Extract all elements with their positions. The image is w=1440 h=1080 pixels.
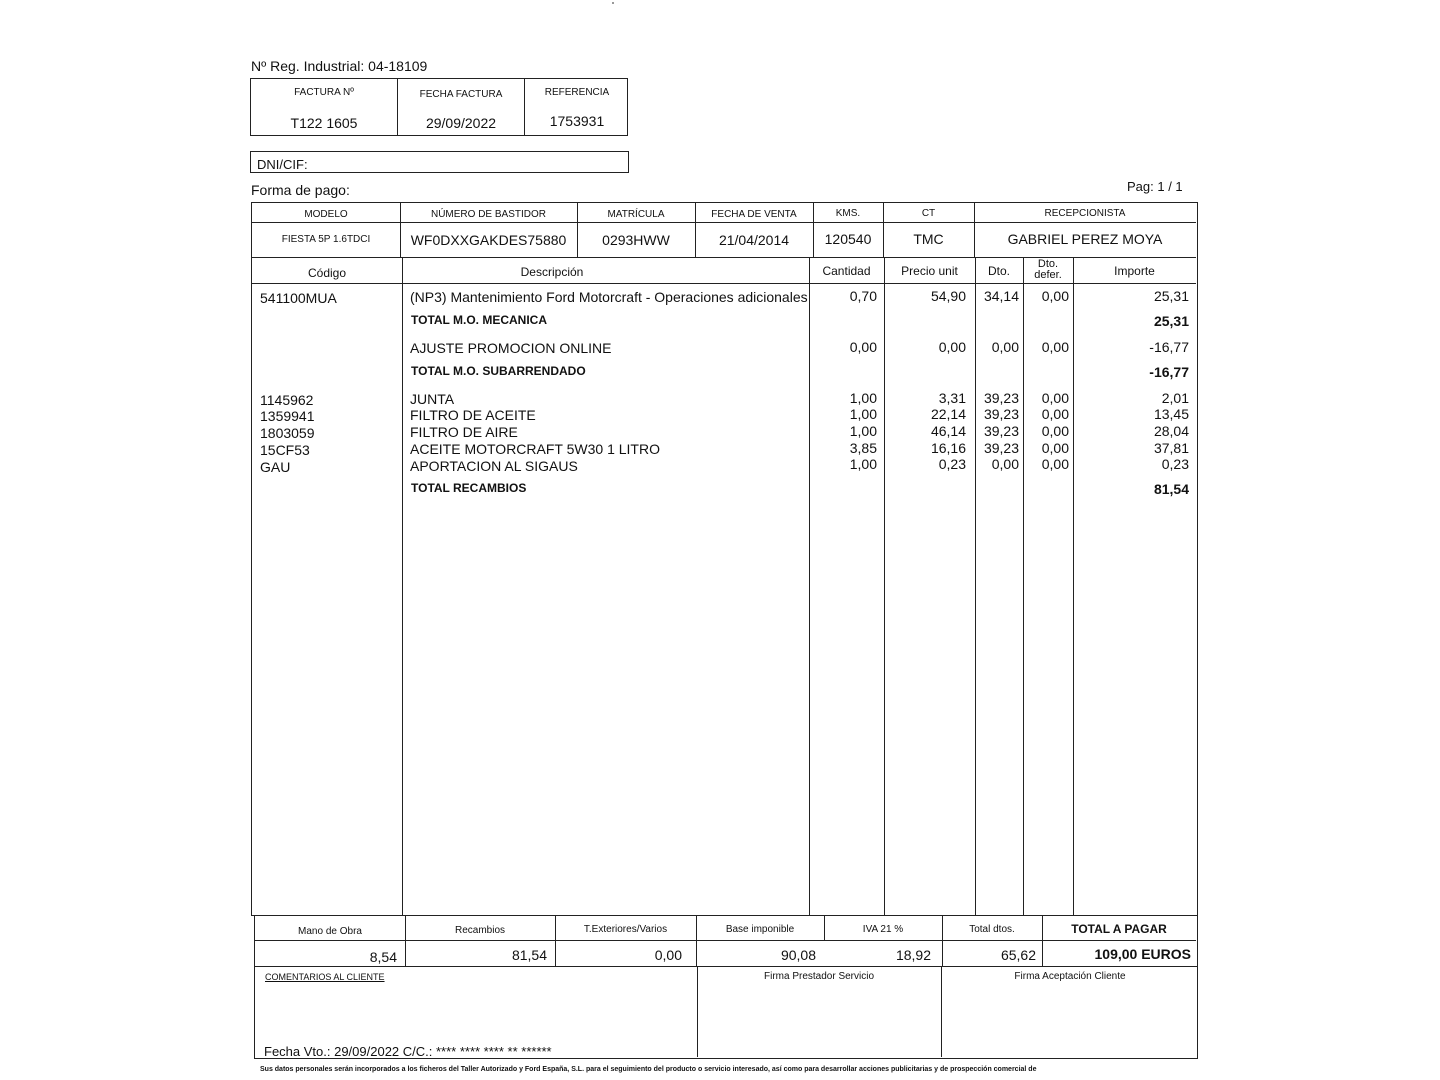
- matricula-label: MATRÍCULA: [607, 209, 665, 220]
- line-code: GAU: [260, 459, 291, 475]
- ct-value: TMC: [913, 231, 944, 247]
- fecha-venta-label: FECHA DE VENTA: [711, 209, 797, 220]
- matricula-value: 0293HWW: [602, 232, 670, 248]
- fecha-vencimiento: Fecha Vto.: 29/09/2022 C/C.: **** **** **** ** ******: [264, 1044, 552, 1059]
- line-qty: 1,00: [849, 390, 877, 406]
- invoice-header-box: [250, 78, 628, 136]
- kms-value: 120540: [824, 231, 872, 247]
- line-dto: 0,00: [991, 339, 1019, 355]
- items-col-line: [1023, 257, 1024, 915]
- footer-box: [254, 967, 1198, 1059]
- recambios-label: Recambios: [454, 925, 506, 936]
- line-amount: 0,23: [1161, 456, 1189, 472]
- line-dtodef: 0,00: [1041, 406, 1069, 422]
- line-qty: 3,85: [849, 440, 877, 456]
- total-mo-subarrendado-label: TOTAL M.O. SUBARRENDADO: [411, 364, 586, 378]
- line-desc: FILTRO DE ACEITE: [410, 407, 536, 423]
- line-dtodef: 0,00: [1041, 423, 1069, 439]
- fecha-factura: 29/09/2022: [425, 115, 497, 131]
- base-imponible-label: Base imponible: [725, 924, 795, 935]
- col-importe: Importe: [1114, 264, 1155, 278]
- registro-industrial: Nº Reg. Industrial: 04-18109: [251, 58, 428, 74]
- line-dtodef: 0,00: [1041, 288, 1069, 304]
- line-price: 0,23: [938, 456, 966, 472]
- fecha-venta-value: 21/04/2014: [718, 232, 790, 248]
- line-qty: 1,00: [849, 456, 877, 472]
- line-dtodef: 0,00: [1041, 440, 1069, 456]
- items-table: [251, 202, 1198, 916]
- summary-divider: [255, 940, 1196, 941]
- line-desc: (NP3) Mantenimiento Ford Motorcraft - Operaciones adicionales: [410, 289, 808, 305]
- col-codigo: Código: [307, 266, 347, 280]
- line-desc: FILTRO DE AIRE: [410, 424, 518, 440]
- col-precio: Precio unit: [901, 264, 958, 278]
- line-desc: ACEITE MOTORCRAFT 5W30 1 LITRO: [410, 441, 660, 457]
- total-dtos-label: Total dtos.: [969, 924, 1015, 935]
- referencia-value: 1753931: [549, 113, 605, 129]
- total-a-pagar-label: TOTAL A PAGAR: [1071, 922, 1167, 936]
- referencia-label: REFERENCIA: [544, 87, 610, 98]
- summary-box: [254, 915, 1198, 967]
- mano-obra-label: Mano de Obra: [298, 926, 362, 937]
- comentarios-cliente-label: COMENTARIOS AL CLIENTE: [265, 972, 385, 982]
- line-desc: JUNTA: [410, 391, 455, 407]
- modelo-label: MODELO: [304, 209, 348, 220]
- line-amount: 25,31: [1153, 288, 1189, 304]
- firma-prestador-label: Firma Prestador Servicio: [763, 971, 875, 982]
- total-recambios-value: 81,54: [1153, 481, 1189, 497]
- line-amount: 28,04: [1153, 423, 1189, 439]
- items-header-divider: [252, 283, 1196, 284]
- line-amount: -16,77: [1149, 339, 1189, 355]
- line-code: 15CF53: [260, 442, 310, 458]
- items-col-line: [1073, 257, 1074, 915]
- line-dto: 0,00: [991, 456, 1019, 472]
- line-code: 1803059: [260, 425, 315, 441]
- items-col-line: [809, 257, 810, 915]
- page-number: Pag: 1 / 1: [1127, 179, 1183, 194]
- line-amount: 37,81: [1153, 440, 1189, 456]
- line-dtodef: 0,00: [1041, 339, 1069, 355]
- line-qty: 0,70: [849, 288, 877, 304]
- col-cantidad: Cantidad: [822, 264, 871, 278]
- col-descripcion: Descripción: [520, 265, 584, 279]
- line-amount: 2,01: [1161, 390, 1189, 406]
- total-recambios-label: TOTAL RECAMBIOS: [411, 481, 527, 495]
- firma-cliente-label: Firma Aceptación Cliente: [1014, 971, 1126, 982]
- fecha-cell: [398, 79, 525, 135]
- items-col-line: [975, 257, 976, 915]
- iva-value: 18,92: [895, 947, 931, 963]
- total-mo-mecanica-label: TOTAL M.O. MECANICA: [411, 313, 547, 327]
- fecha-label: FECHA FACTURA: [419, 89, 503, 100]
- line-qty: 0,00: [849, 339, 877, 355]
- mano-obra-value: 8,54: [369, 949, 397, 965]
- recepcionista-label: RECEPCIONISTA: [1044, 208, 1126, 219]
- total-mo-subarrendado-value: -16,77: [1149, 364, 1189, 380]
- line-price: 16,16: [930, 440, 966, 456]
- line-price: 46,14: [930, 423, 966, 439]
- line-price: 0,00: [938, 339, 966, 355]
- line-dtodef: 0,00: [1041, 456, 1069, 472]
- line-code: 1145962: [260, 392, 314, 408]
- line-dto: 39,23: [983, 390, 1019, 406]
- exteriores-label: T.Exteriores/Varios: [583, 924, 668, 935]
- recambios-value: 81,54: [511, 947, 547, 963]
- scan-mark: [612, 2, 614, 4]
- line-code: 541100MUA: [260, 290, 337, 306]
- iva-label: IVA 21 %: [862, 924, 904, 935]
- items-col-line: [884, 257, 885, 915]
- line-desc: APORTACION AL SIGAUS: [410, 458, 578, 474]
- ct-label: CT: [921, 208, 936, 219]
- col-dto: Dto.: [987, 264, 1010, 278]
- factura-cell: [251, 79, 398, 135]
- referencia-cell: [525, 79, 629, 135]
- forma-de-pago: Forma de pago:: [251, 182, 350, 198]
- recepcionista-value: GABRIEL PEREZ MOYA: [1007, 231, 1163, 247]
- factura-label: FACTURA Nº: [294, 87, 354, 98]
- line-price: 22,14: [930, 406, 966, 422]
- total-dtos-value: 65,62: [1000, 947, 1036, 963]
- col-dto-defer: Dto. defer.: [1034, 258, 1062, 281]
- kms-label: KMS.: [835, 208, 861, 219]
- exteriores-value: 0,00: [654, 947, 682, 963]
- line-price: 54,90: [930, 288, 966, 304]
- legal-notice: Sus datos personales serán incorporados a los ficheros del Taller Autorizado y Ford España, S.L. para el seguimiento del producto o servicio interesado, así como para desarrollar acciones publicitarias y de prospección comercial de: [260, 1066, 1037, 1073]
- modelo-value: FIESTA 5P 1.6TDCI: [281, 234, 371, 245]
- line-desc: AJUSTE PROMOCION ONLINE: [410, 340, 612, 356]
- total-a-pagar-value: 109,00 EUROS: [1094, 946, 1191, 962]
- vehicle-header-divider: [252, 222, 1196, 223]
- bastidor-label: NÚMERO DE BASTIDOR: [430, 209, 546, 220]
- factura-number: T122 1605: [290, 115, 358, 131]
- line-price: 3,31: [938, 390, 966, 406]
- line-dto: 39,23: [983, 440, 1019, 456]
- base-imponible-value: 90,08: [780, 947, 816, 963]
- bastidor-value: WF0DXXGAKDES75880: [410, 232, 567, 248]
- dni-cif-field: DNI/CIF:: [250, 151, 629, 173]
- line-code: 1359941: [260, 408, 315, 424]
- line-dto: 39,23: [983, 406, 1019, 422]
- line-dto: 39,23: [983, 423, 1019, 439]
- line-dtodef: 0,00: [1041, 390, 1069, 406]
- items-col-line: [402, 257, 403, 915]
- line-dto: 34,14: [983, 288, 1019, 304]
- total-mo-mecanica-value: 25,31: [1153, 313, 1189, 329]
- line-qty: 1,00: [849, 423, 877, 439]
- line-amount: 13,45: [1153, 406, 1189, 422]
- line-qty: 1,00: [849, 406, 877, 422]
